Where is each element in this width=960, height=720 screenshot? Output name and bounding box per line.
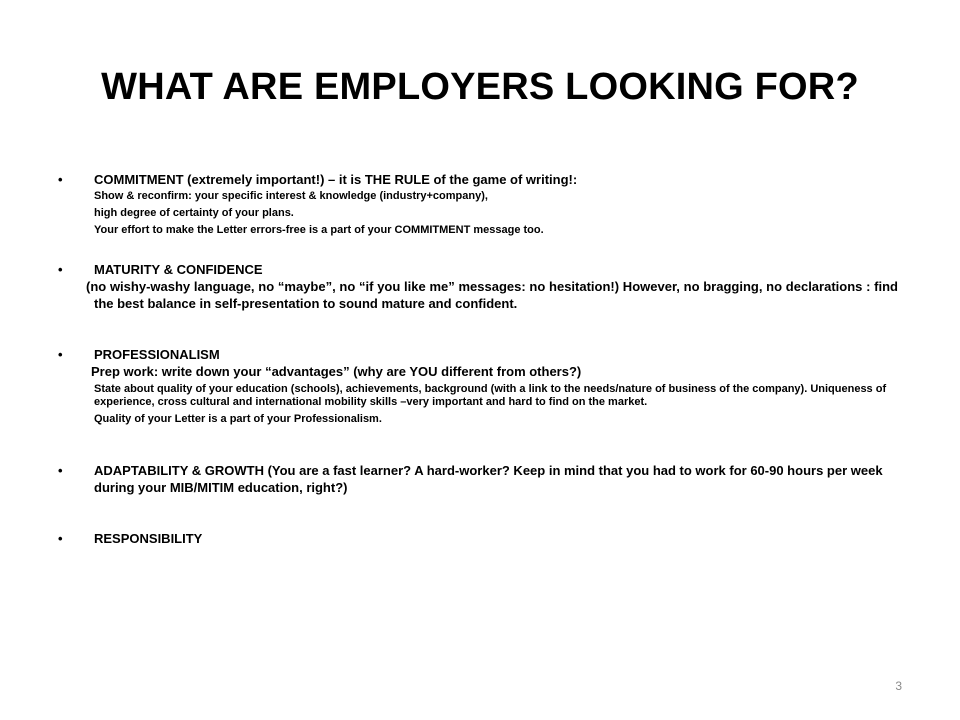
bullet-commitment <box>58 171 898 188</box>
page-number: 3 <box>895 679 902 693</box>
bullet-dot: • <box>58 531 63 546</box>
professionalism-line: State about quality of your education (schools), achievements, background (with a link to the needs/nature of business of the company). Uniqueness of experience, cross cultural and international mobility skills –very important and hard to find on the market. <box>94 383 887 408</box>
professionalism-prep: Prep work: write down your “advantages” (why are YOU different from others?) <box>91 364 582 379</box>
bullet-dot: • <box>58 262 63 277</box>
adaptability-heading: ADAPTABILITY & GROWTH (You are a fast learner? A hard-worker? Keep in mind that you had to work for 60-90 hours per week during your MIB/MITIM education, right?) <box>94 463 883 495</box>
bullet-adaptability <box>58 462 898 496</box>
professionalism-heading: PROFESSIONALISM <box>94 347 220 362</box>
commitment-heading: COMMITMENT (extremely important!) – it is THE RULE of the game of writing!: <box>94 172 578 187</box>
bullet-dot: • <box>58 463 63 478</box>
bullet-responsibility <box>58 530 898 547</box>
commitment-line: Your effort to make the Letter errors-free is a part of your COMMITMENT message too. <box>94 224 544 236</box>
professionalism-line: Quality of your Letter is a part of your Professionalism. <box>94 413 382 425</box>
bullet-dot: • <box>58 172 63 187</box>
maturity-heading: MATURITY & CONFIDENCE <box>94 262 263 277</box>
slide-title: WHAT ARE EMPLOYERS LOOKING FOR? <box>101 66 859 108</box>
bullet-maturity <box>58 261 898 278</box>
commitment-line: high degree of certainty of your plans. <box>94 207 294 219</box>
maturity-text: (no wishy-washy language, no “maybe”, no “if you like me” messages: no hesitation!) However, no bragging, no declarations : find the best balance in self-presentation to sound mature and confident. <box>86 279 898 311</box>
bullet-professionalism <box>58 346 898 363</box>
commitment-line: Show & reconfirm: your specific interest & knowledge (industry+company), <box>94 190 488 202</box>
bullet-dot: • <box>58 347 63 362</box>
slide-content <box>58 171 898 547</box>
responsibility-heading: RESPONSIBILITY <box>94 531 203 546</box>
